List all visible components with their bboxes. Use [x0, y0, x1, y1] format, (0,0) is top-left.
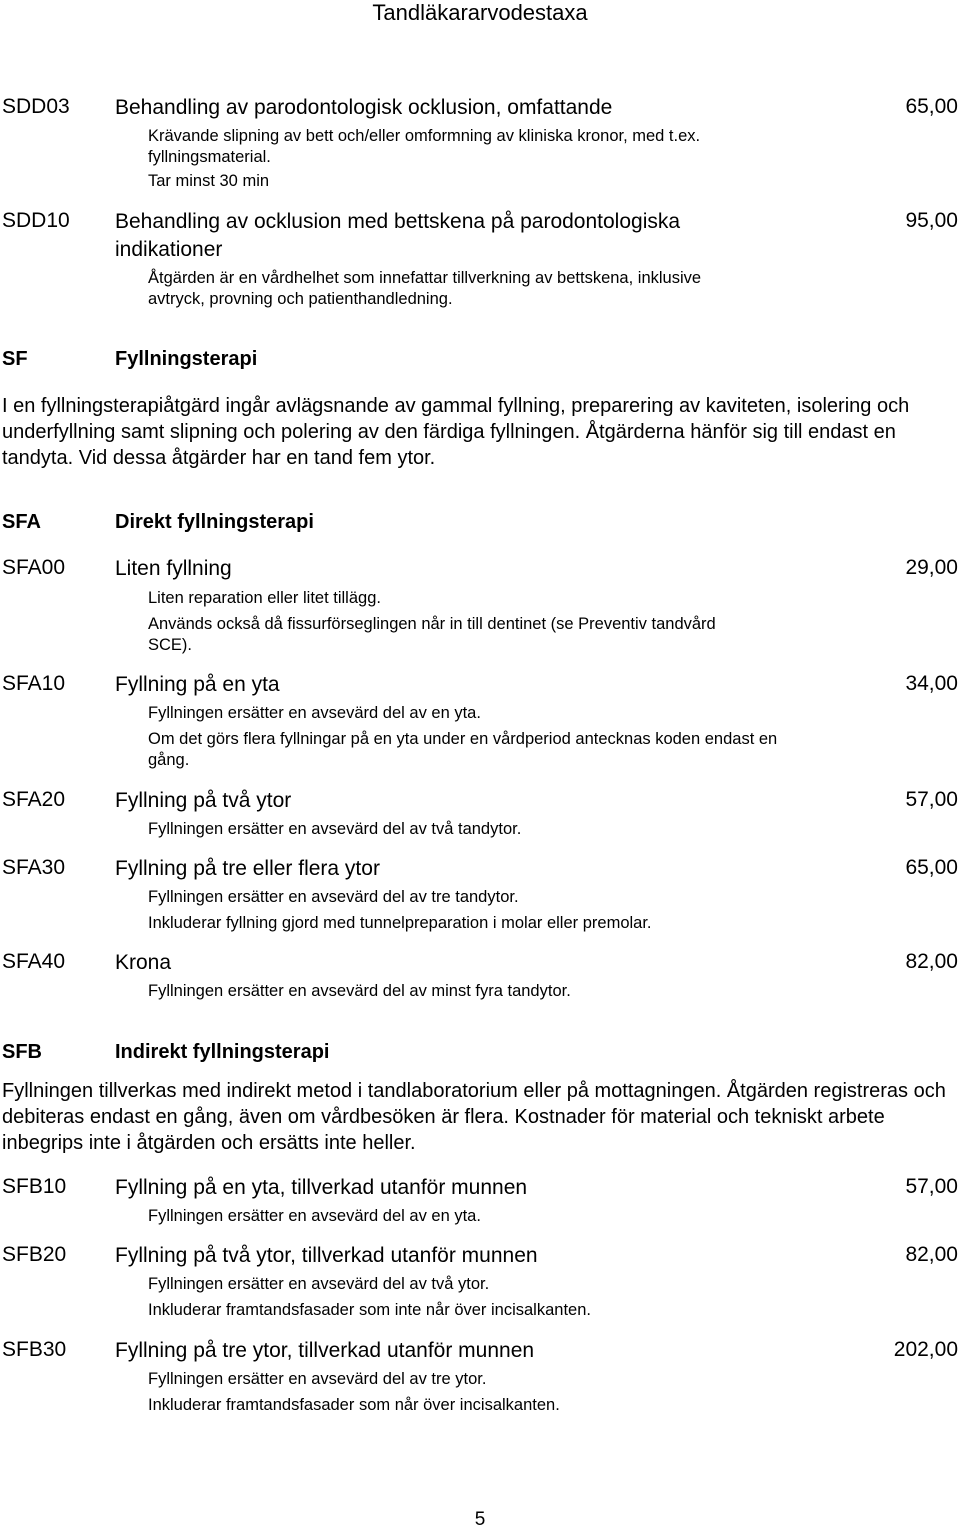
item-code: SFB20 — [2, 1243, 67, 1266]
item-price: 29,00 — [905, 556, 958, 579]
item-code: SFB30 — [2, 1338, 67, 1361]
item-title: Behandling av parodontologisk ocklusion, omfattande — [115, 96, 613, 119]
item-price: 82,00 — [905, 1243, 958, 1266]
item-code: SFA40 — [2, 950, 66, 973]
item-title: Fyllning på två ytor, tillverkad utanför munnen — [115, 1244, 538, 1267]
section-title-sfb: Indirekt fyllningsterapi — [115, 1041, 330, 1063]
item-note: Tar minst 30 min — [148, 172, 270, 190]
item-code: SDD03 — [2, 95, 70, 118]
item-note: Fyllningen ersätter en avsevärd del av minst fyra tandytor. — [148, 982, 571, 1000]
item-note: Om det görs flera fyllningar på en yta under en vårdperiod antecknas koden endast en gång. — [148, 730, 778, 769]
section-title-sf: Fyllningsterapi — [115, 348, 258, 370]
item-code: SDD10 — [2, 209, 70, 232]
item-note: Fyllningen ersätter en avsevärd del av en yta. — [148, 1207, 481, 1225]
item-note: Används också då fissurförseglingen når in till dentinet (se Preventiv tandvård SCE). — [148, 615, 716, 654]
item-title: Krona — [115, 951, 172, 974]
item-price: 57,00 — [905, 1175, 958, 1198]
section-code-sfa: SFA — [2, 511, 41, 533]
page-header: Tandläkararvodestaxa — [372, 0, 588, 25]
item-price: 95,00 — [905, 209, 958, 232]
item-note: Fyllningen ersätter en avsevärd del av en yta. — [148, 704, 481, 722]
section-description-sfb: Fyllningen tillverkas med indirekt metod i tandlaboratorium eller på mottagningen. Åtgärden registreras och debiteras endast en gång, även om vårdbesöken är flera. Kostnader för material och tekniskt arbete inbegrips inte i åtgärden och ersätts inte heller. — [2, 1080, 946, 1154]
item-title: Fyllning på en yta, tillverkad utanför munnen — [115, 1176, 528, 1199]
item-price: 34,00 — [905, 672, 958, 695]
item-note: Inkluderar framtandsfasader som når över incisalkanten. — [148, 1396, 560, 1414]
item-price: 65,00 — [905, 856, 958, 879]
item-title: Fyllning på en yta — [115, 673, 280, 696]
item-title: Behandling av ocklusion med bettskena på parodontologiska indikationer — [115, 210, 681, 261]
item-note: Fyllningen ersätter en avsevärd del av två tandytor. — [148, 820, 522, 838]
section-title-sfa: Direkt fyllningsterapi — [115, 511, 314, 533]
item-note: Fyllningen ersätter en avsevärd del av tre tandytor. — [148, 888, 519, 906]
page-number: 5 — [474, 1509, 486, 1530]
item-code: SFA10 — [2, 672, 66, 695]
item-title: Fyllning på tre ytor, tillverkad utanför munnen — [115, 1339, 535, 1362]
section-code-sfb: SFB — [2, 1041, 42, 1063]
item-note: Fyllningen ersätter en avsevärd del av tre ytor. — [148, 1370, 487, 1388]
item-price: 202,00 — [893, 1338, 958, 1361]
item-note: Liten reparation eller litet tillägg. — [148, 589, 381, 607]
item-note: Fyllningen ersätter en avsevärd del av två ytor. — [148, 1275, 490, 1293]
item-price: 82,00 — [905, 950, 958, 973]
item-code: SFB10 — [2, 1175, 67, 1198]
item-price: 65,00 — [905, 95, 958, 118]
item-code: SFA00 — [2, 556, 66, 579]
item-note: Krävande slipning av bett och/eller omformning av kliniska kronor, med t.ex. fyllningsmaterial. — [148, 127, 701, 166]
section-code-sf: SF — [2, 348, 28, 370]
item-note: Inkluderar framtandsfasader som inte når över incisalkanten. — [148, 1301, 591, 1319]
item-note: Inkluderar fyllning gjord med tunnelpreparation i molar eller premolar. — [148, 914, 652, 932]
item-note: Åtgärden är en vårdhelhet som innefattar tillverkning av bettskena, inklusive avtryck, provning och patienthandledning. — [148, 269, 702, 308]
item-title: Fyllning på två ytor — [115, 789, 292, 812]
item-price: 57,00 — [905, 788, 958, 811]
item-code: SFA30 — [2, 856, 66, 879]
item-title: Liten fyllning — [115, 557, 232, 580]
section-description-sf: I en fyllningsterapiåtgärd ingår avlägsnande av gammal fyllning, preparering av kaviteten, isolering och underfyllning samt slipning och polering av den färdiga fyllningen. Åtgärderna hänför sig till endast en tandyta. Vid dessa åtgärder har en tand fem ytor. — [2, 395, 910, 469]
item-code: SFA20 — [2, 788, 66, 811]
item-title: Fyllning på tre eller flera ytor — [115, 857, 380, 880]
